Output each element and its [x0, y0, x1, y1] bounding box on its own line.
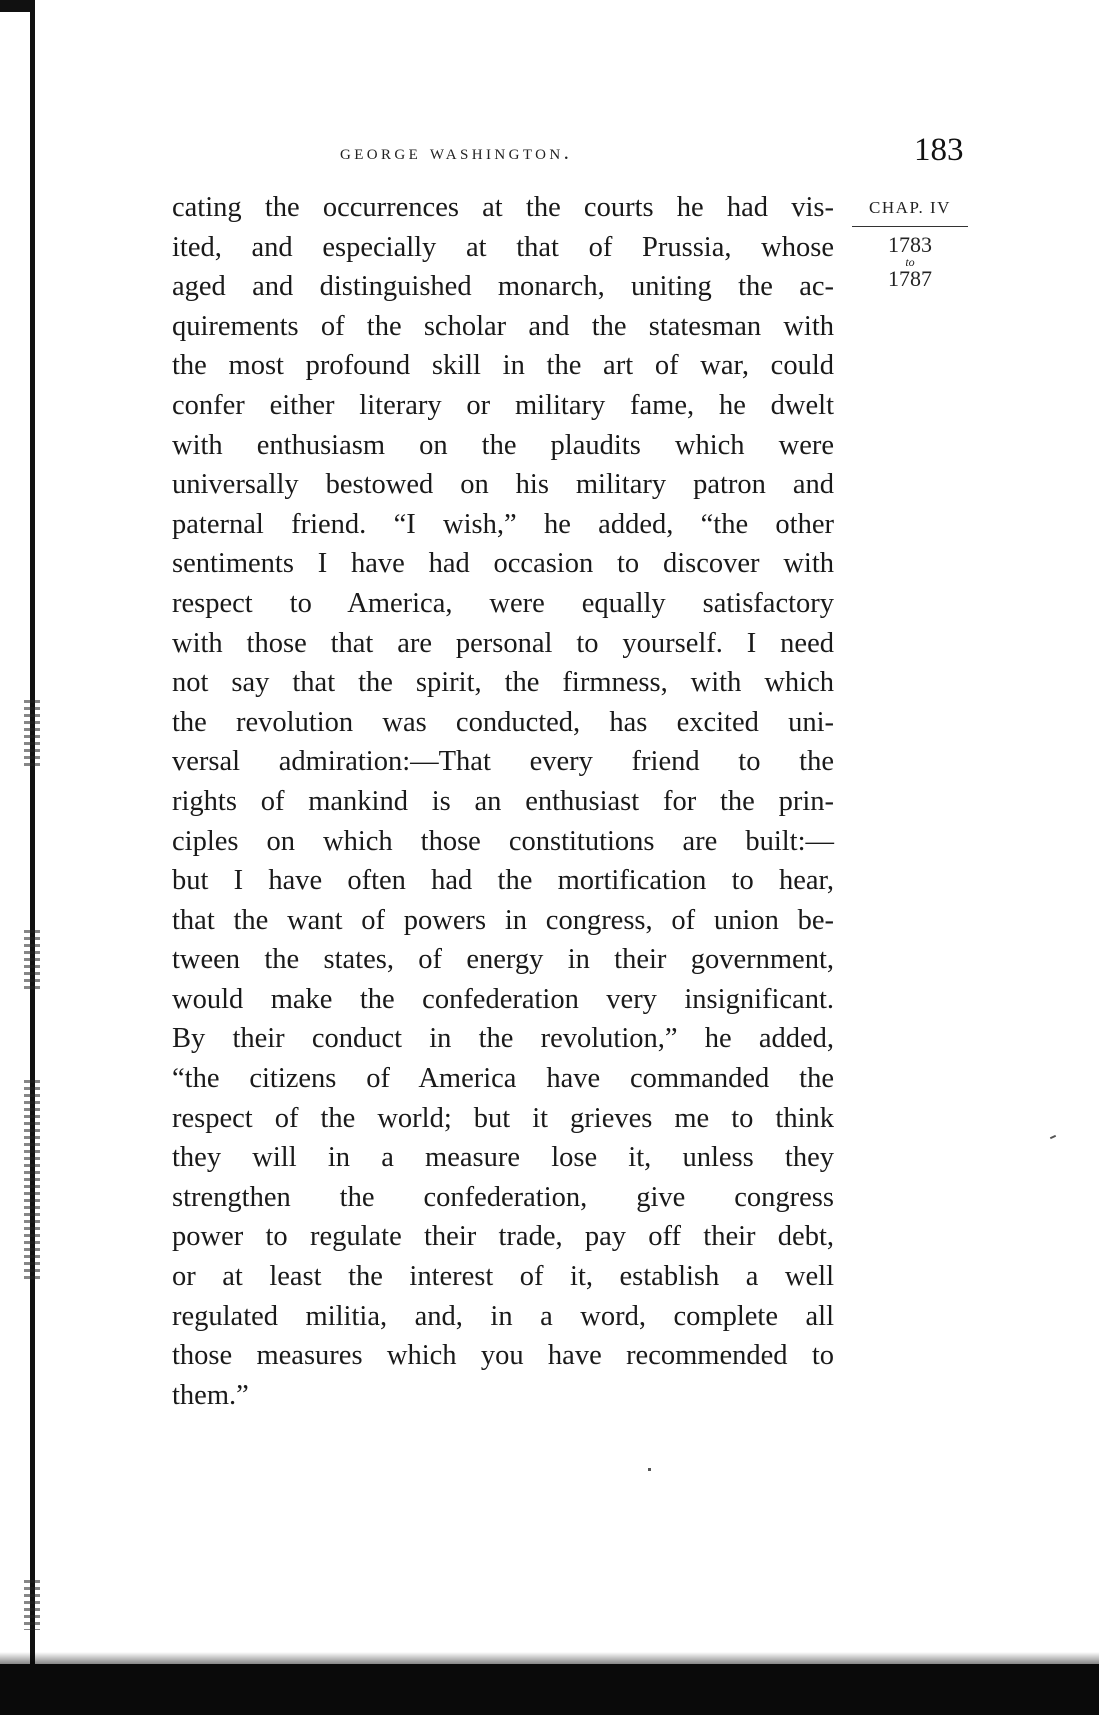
text-line: “the citizens of America have commanded the [172, 1063, 834, 1095]
edge-speckle [24, 700, 40, 770]
chapter-rule [852, 226, 968, 227]
text-line: that the want of powers in congress, of union be- [172, 904, 834, 936]
page-number: 183 [914, 132, 964, 168]
text-line: sentiments I have had occasion to discover with [172, 548, 834, 580]
text-line: power to regulate their trade, pay off their debt, [172, 1221, 834, 1253]
binding-edge [30, 0, 35, 1668]
text-line: respect to America, were equally satisfactory [172, 587, 834, 619]
edge-speckle [24, 1580, 40, 1630]
text-line: ited, and especially at that of Prussia, whose [172, 231, 834, 263]
text-line: confer either literary or military fame, he dwelt [172, 389, 834, 421]
text-line: or at least the interest of it, establish a well [172, 1261, 834, 1293]
text-line: but I have often had the mortification to hear, [172, 865, 834, 897]
text-line: respect of the world; but it grieves me to think [172, 1102, 834, 1134]
text-line: universally bestowed on his military patron and [172, 469, 834, 501]
text-line: By their conduct in the revolution,” he added, [172, 1023, 834, 1055]
text-line: the most profound skill in the art of war, could [172, 350, 834, 382]
text-line: they will in a measure lose it, unless they [172, 1142, 834, 1174]
text-line: strengthen the confederation, give congress [172, 1181, 834, 1213]
stray-mark [648, 1468, 651, 1471]
text-line: versal admiration:—That every friend to the [172, 746, 834, 778]
text-line: with enthusiasm on the plaudits which were [172, 429, 834, 461]
text-line: ciples on which those constitutions are built:— [172, 825, 834, 857]
binding-corner [0, 0, 30, 12]
body-text [172, 188, 834, 1415]
chapter-label: CHAP. IV [869, 198, 951, 217]
text-line: quirements of the scholar and the statesman with [172, 310, 834, 342]
text-line: them.” [172, 1379, 249, 1411]
year-end: 1787 [888, 266, 932, 291]
scan-bottom-edge [0, 1664, 1099, 1715]
text-line: those measures which you have recommended to [172, 1340, 834, 1372]
text-line: the revolution was conducted, has excited uni- [172, 706, 834, 738]
text-line: cating the occurrences at the courts he had vis- [172, 192, 834, 223]
text-line: would make the confederation very insignificant. [172, 983, 834, 1015]
margin-note [852, 198, 968, 291]
text-line: not say that the spirit, the firmness, with which [172, 667, 834, 699]
stray-mark [1050, 1135, 1056, 1139]
year-to: to [905, 255, 915, 269]
running-head: george washington. [340, 140, 573, 164]
text-line: aged and distinguished monarch, uniting the ac- [172, 271, 834, 303]
text-line: rights of mankind is an enthusiast for the prin- [172, 785, 834, 817]
edge-speckle [24, 1080, 40, 1280]
edge-speckle [24, 930, 40, 990]
text-line: with those that are personal to yourself. I need [172, 627, 834, 659]
year-start: 1783 [888, 232, 932, 257]
text-line: tween the states, of energy in their government, [172, 944, 834, 976]
text-line: regulated militia, and, in a word, complete all [172, 1300, 834, 1332]
text-line: paternal friend. “I wish,” he added, “the other [172, 508, 834, 540]
